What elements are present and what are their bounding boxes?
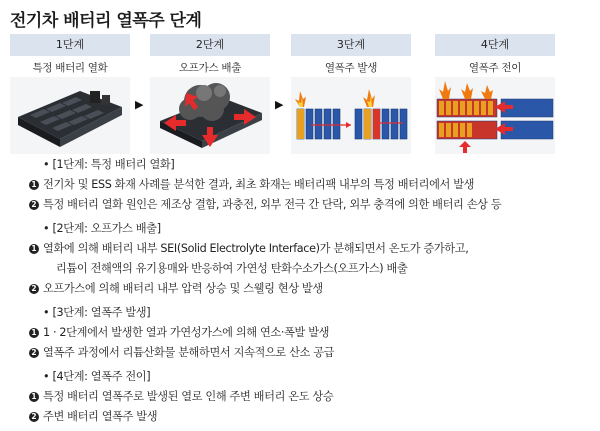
stage-4 [435, 34, 555, 154]
arrow-right-icon: ▶ [135, 98, 144, 111]
number-badge: 1 [29, 392, 39, 402]
number-badge: 1 [29, 328, 39, 338]
stage-2-subtitle: 오프가스 배출 [178, 62, 242, 74]
stage-2 [150, 34, 270, 154]
cell-fire-icon [291, 77, 411, 154]
list-item: 2 주변 배터리 열폭주 발생 [43, 407, 595, 427]
offgas-smoke-icon [150, 77, 270, 154]
stage-1-label: 1단계 [10, 34, 130, 56]
stage-2-label: 2단계 [150, 34, 270, 56]
number-badge: 2 [29, 412, 39, 422]
arrow-right-icon: ▶ [275, 98, 284, 111]
list-item: 2 특정 배터리 열화 원인은 제조상 결함, 과충전, 외부 전극 간 단락, 외부 충격에 의한 배터리 손상 등 [43, 195, 595, 215]
number-badge: 1 [29, 244, 39, 254]
section-stage-2 [31, 219, 595, 299]
section-stage-3 [31, 303, 595, 363]
stage-1-subtitle: 특정 배터리 열화 [32, 62, 108, 74]
stage-1 [10, 34, 130, 154]
list-item-continuation: 리튬이 전해액의 유기용매와 반응하여 가연성 탄화수소가스(오프가스) 배출 [56, 262, 408, 275]
section-stage-1 [31, 155, 595, 215]
section-stage-4 [31, 367, 595, 427]
battery-pack-icon [10, 77, 130, 154]
section-header: • [1단계: 특정 배터리 열화] [43, 158, 175, 171]
stage-1-illustration [10, 77, 130, 154]
list-item: 1 열화에 의해 배터리 내부 SEI(Solid Electrolyte Interface)가 분해되면서 온도가 증가하고, [43, 239, 595, 259]
stage-4-label: 4단계 [435, 34, 555, 56]
stage-2-illustration [150, 77, 270, 154]
stage-3-label: 3단계 [291, 34, 411, 56]
fire-spread-icon [435, 77, 555, 154]
number-badge: 2 [29, 348, 39, 358]
stage-3 [291, 34, 411, 154]
section-header: • [3단계: 열폭주 발생] [43, 306, 151, 319]
list-item: 2 오프가스에 의해 배터리 내부 압력 상승 및 스웰링 현상 발생 [43, 279, 595, 299]
list-item: 1 1 · 2단계에서 발생한 열과 가연성가스에 의해 연소·폭발 발생 [43, 323, 595, 343]
page-title: 전기차 배터리 열폭주 단계 [10, 11, 202, 31]
number-badge: 2 [29, 284, 39, 294]
stage-4-illustration [435, 77, 555, 154]
stage-3-illustration [291, 77, 411, 154]
stage-4-subtitle: 열폭주 전이 [468, 62, 522, 74]
list-item: 1 전기차 및 ESS 화재 사례를 분석한 결과, 최초 화재는 배터리팩 내부의 특정 배터리에서 발생 [43, 175, 595, 195]
section-header: • [2단계: 오프가스 배출] [43, 222, 161, 235]
list-item: 2 열폭주 과정에서 리튬산화물 분해하면서 지속적으로 산소 공급 [43, 343, 595, 363]
section-header: • [4단계: 열폭주 전이] [43, 370, 151, 383]
stage-3-subtitle: 열폭주 발생 [324, 62, 378, 74]
number-badge: 2 [29, 200, 39, 210]
list-item: 1 특정 배터리 열폭주로 발생된 열로 인해 주변 배터리 온도 상승 [43, 387, 595, 407]
stage-description-list [31, 155, 595, 431]
number-badge: 1 [29, 180, 39, 190]
